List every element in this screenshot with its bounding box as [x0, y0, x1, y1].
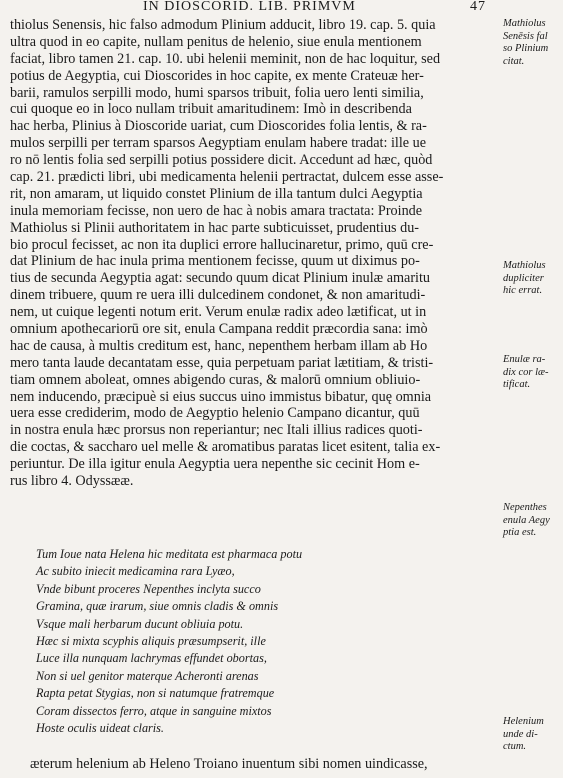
text-line: mulos serpilli per terram sparsos Aegyptiam enulam habere tradat: ille ue — [10, 135, 427, 152]
poem-line: Tum Ioue nata Helena hic meditata est pharmaca potu — [36, 547, 303, 561]
poem-line: Ac subito iniecit medicamina rara Lyæo, — [36, 564, 235, 579]
text-line: ro nō lentis folia sed serpilli potius possidere dicit. Accedunt ad hæc, quòd — [10, 152, 433, 169]
poem-line: Hæc si mixta scyphis aliquis præsumpserit, ille — [36, 633, 266, 648]
text-line: hac de causa, à multis creditum est, hanc, nepenthem herbam illam ab Ho — [10, 337, 428, 354]
margin-note-line: dix cor læ- — [503, 366, 549, 378]
text-line: cap. 21. prædicti libri, ubi medicamenta helenii pertractat, dulcem esse asse- — [10, 169, 444, 186]
poem-line: Vnde bibunt proceres Nepenthes inclyta succo — [36, 581, 261, 596]
text-line: rit, non amaram, ut liquido constet Plinium de illa tantum dulci Aegyptia — [10, 185, 423, 202]
margin-note-line: Enulæ ra- — [503, 354, 546, 365]
text-line: Mathiolus si Plinii authoritatem in hac parte subticuisset, prudentius du- — [10, 219, 420, 236]
margin-note-line: Mathiolus — [503, 260, 546, 271]
text-line: nem, ut cuique legenti notum erit. Verum enulæ radix adeo lætificat, ut in — [10, 304, 427, 321]
margin-note-line: enula Aegy — [503, 514, 550, 526]
text-line: mero tanta laude decantatam esse, quia perpetuam pariat lætitiam, & tristi- — [10, 354, 434, 371]
text-line: cui quoque eo in loco nullam tribuit amaritudinem: Imò in describenda — [10, 101, 412, 118]
text-line: barii, ramulos serpilli modo, humi sparsos tribuit, folia uero lenti similia, — [10, 84, 424, 101]
text-line: faciat, libro tamen 21. cap. 10. ubi helenii meminit, non de hac loquitur, sed — [10, 50, 441, 67]
margin-note-line: Helenium — [503, 716, 544, 727]
poem-block — [36, 546, 456, 737]
text-line: omnium apothecariorū ore sit, enula Campana reddit præcordia sana: imò — [10, 321, 428, 338]
header-title: IN DIOSCORID. LIB. PRIMVM — [143, 0, 356, 14]
text-line: inula memoriam fecisse, non uero de hac à nobis amara tractata: Proinde — [10, 202, 423, 219]
text-line: dinem tribuere, quum re uera illi dulcedinem condonet, & non amaritudi- — [10, 287, 426, 304]
margin-note-line: dupliciter — [503, 272, 544, 284]
text-line: tiam omnem aboleat, omnes abigendo curas, & malorū omnium obliuio- — [10, 371, 421, 388]
poem-line: Luce illa nunquam lachrymas effundet obortas, — [36, 651, 267, 666]
margin-note-3 — [503, 354, 561, 392]
poem-line: Vsque mali herbarum ducunt obliuia potu. — [36, 616, 244, 631]
margin-note-4 — [503, 502, 561, 540]
margin-note-line: citat. — [503, 55, 525, 67]
text-line: rus libro 4. Odyssææ. — [10, 473, 134, 490]
margin-note-5 — [503, 716, 561, 754]
margin-note-line: Nepenthes — [503, 502, 547, 513]
text-line: thiolus Senensis, hic falso admodum Plinium adducit, libro 19. cap. 5. quia — [10, 17, 436, 33]
closing-line: æterum helenium ab Heleno Troiano inuentum sibi nomen uindicasse, — [30, 756, 428, 772]
margin-note-line: unde di- — [503, 728, 538, 740]
running-header — [0, 0, 563, 16]
margin-note-line: ctum. — [503, 741, 527, 752]
text-line: nem inducendo, præcipuè si eius succus uino immistus bibatur, quę omnia — [10, 388, 432, 405]
margin-note-line: so Plinium — [503, 43, 549, 54]
text-line: die coctas, & saccharo uel melle & aromatibus paratas licet esitent, talia ex- — [10, 439, 441, 456]
text-line: hac herba, Plinius à Dioscoride uariat, cum Dioscorides folia lentis, & ra- — [10, 118, 427, 135]
poem-line: Rapta petat Stygias, non si natumque fratremque — [36, 686, 275, 701]
margin-note-line: Mathiolus — [503, 18, 546, 29]
poem-line: Non si uel genitor materque Acheronti arenas — [36, 668, 259, 683]
poem-line: Gramina, quæ irarum, siue omnis cladis & omnis — [36, 599, 279, 614]
text-line: periuntur. De illa igitur enula Aegyptia uera nepenthe sic cecinit Hom e- — [10, 456, 420, 473]
text-line: dat Plinium de hac inula prima mentionem fecisse, quum ut diximus po- — [10, 253, 420, 270]
margin-note-line: tificat. — [503, 379, 531, 390]
page-number: 47 — [470, 0, 486, 14]
poem-line: Coram dissectos ferro, atque in sanguine mixtos — [36, 703, 272, 718]
text-line: potius de Aegyptia, cui Dioscorides in hoc capite, ex mente Crateuæ her- — [10, 67, 424, 84]
margin-note-line: Senēsis fal — [503, 30, 548, 42]
text-line: bio procul fecisset, ac non ita duplici errore hallucinaretur, primo, quū cre- — [10, 236, 434, 253]
text-line: ultra quod in eo capite, nullam penitus de helenio, siue enula mentionem — [10, 33, 422, 50]
main-text-block — [10, 17, 498, 490]
text-line: uera esse crediderim, modo de Aegyptio helenio Campano dicantur, quū — [10, 405, 420, 422]
margin-note-line: ptia est. — [503, 527, 537, 538]
text-line: in nostra enula hæc prorsus non reperiantur; nec Itali illius radices quoti- — [10, 422, 423, 439]
margin-note-line: hic errat. — [503, 285, 543, 296]
poem-line: Hoste oculis uideat claris. — [36, 720, 164, 735]
margin-note-2 — [503, 260, 561, 298]
text-line: tius de secunda Aegyptia agat: secundo quum dicat Plinium inulæ amaritu — [10, 270, 431, 287]
margin-note-1 — [503, 18, 561, 68]
